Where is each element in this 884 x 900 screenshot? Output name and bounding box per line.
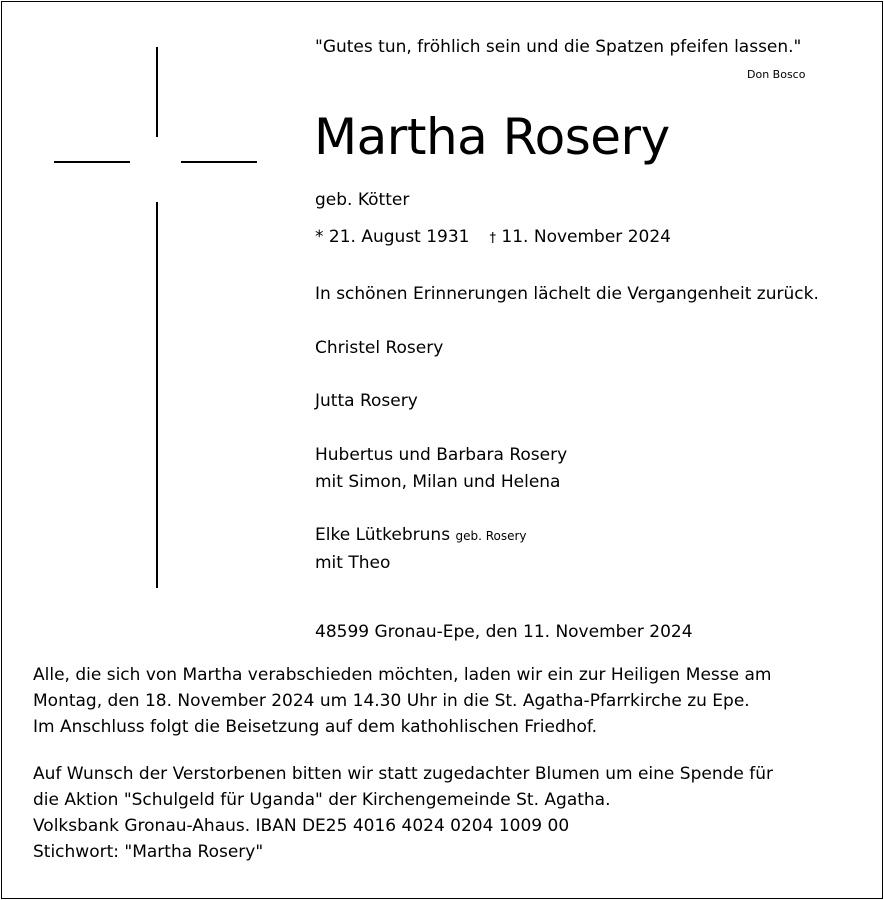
dagger-icon: † — [489, 231, 497, 246]
mourner-name: Jutta Rosery — [315, 391, 418, 411]
donation-info — [33, 761, 773, 865]
service-info-line: Alle, die sich von Martha verabschieden möchten, laden wir ein zur Heiligen Messe am — [33, 665, 772, 685]
donation-info-line: die Aktion "Schulgeld für Uganda" der Kirchengemeinde St. Agatha. — [33, 790, 611, 810]
cross-horizontal-left — [54, 161, 130, 163]
mourner-entry — [315, 335, 443, 362]
mourner-name: Elke Lütkebruns — [315, 525, 451, 545]
cross-vertical-bottom — [156, 202, 158, 588]
memorial-motto: In schönen Erinnerungen lächelt die Vergangenheit zurück. — [315, 284, 819, 304]
donation-info-line: Auf Wunsch der Verstorbenen bitten wir statt zugedachter Blumen um eine Spende für — [33, 764, 774, 784]
quote-text: "Gutes tun, fröhlich sein und die Spatzen pfeifen lassen." — [315, 37, 802, 57]
mourner-name: Hubertus und Barbara Rosery — [315, 445, 568, 465]
death-date: 11. November 2024 — [501, 227, 671, 247]
mourner-family: mit Simon, Milan und Helena — [315, 472, 561, 492]
place-and-date: 48599 Gronau-Epe, den 11. November 2024 — [315, 622, 693, 642]
mourner-entry — [315, 442, 567, 496]
deceased-name: Martha Rosery — [314, 108, 670, 166]
mourner-birth-name: geb. Rosery — [455, 529, 527, 543]
cross-horizontal-right — [181, 161, 257, 163]
quote-author: Don Bosco — [747, 68, 806, 81]
service-info-line: Montag, den 18. November 2024 um 14.30 Uhr in die St. Agatha-Pfarrkirche zu Epe. — [33, 691, 750, 711]
birth-date: * 21. August 1931 — [315, 227, 470, 247]
cross-vertical-top — [156, 47, 158, 137]
life-dates — [315, 227, 671, 247]
donation-info-line: Volksbank Gronau-Ahaus. IBAN DE25 4016 4024 0204 1009 00 — [33, 816, 570, 836]
mourner-name: Christel Rosery — [315, 338, 444, 358]
service-info-line: Im Anschluss folgt die Beisetzung auf dem kathohlischen Friedhof. — [33, 717, 598, 737]
birth-name: geb. Kötter — [315, 190, 410, 210]
mourner-family: mit Theo — [315, 553, 391, 573]
mourner-name-line — [315, 522, 527, 550]
donation-info-line: Stichwort: "Martha Rosery" — [33, 842, 264, 862]
mourner-entry — [315, 522, 527, 577]
mourner-entry — [315, 388, 418, 415]
service-info — [33, 662, 771, 740]
